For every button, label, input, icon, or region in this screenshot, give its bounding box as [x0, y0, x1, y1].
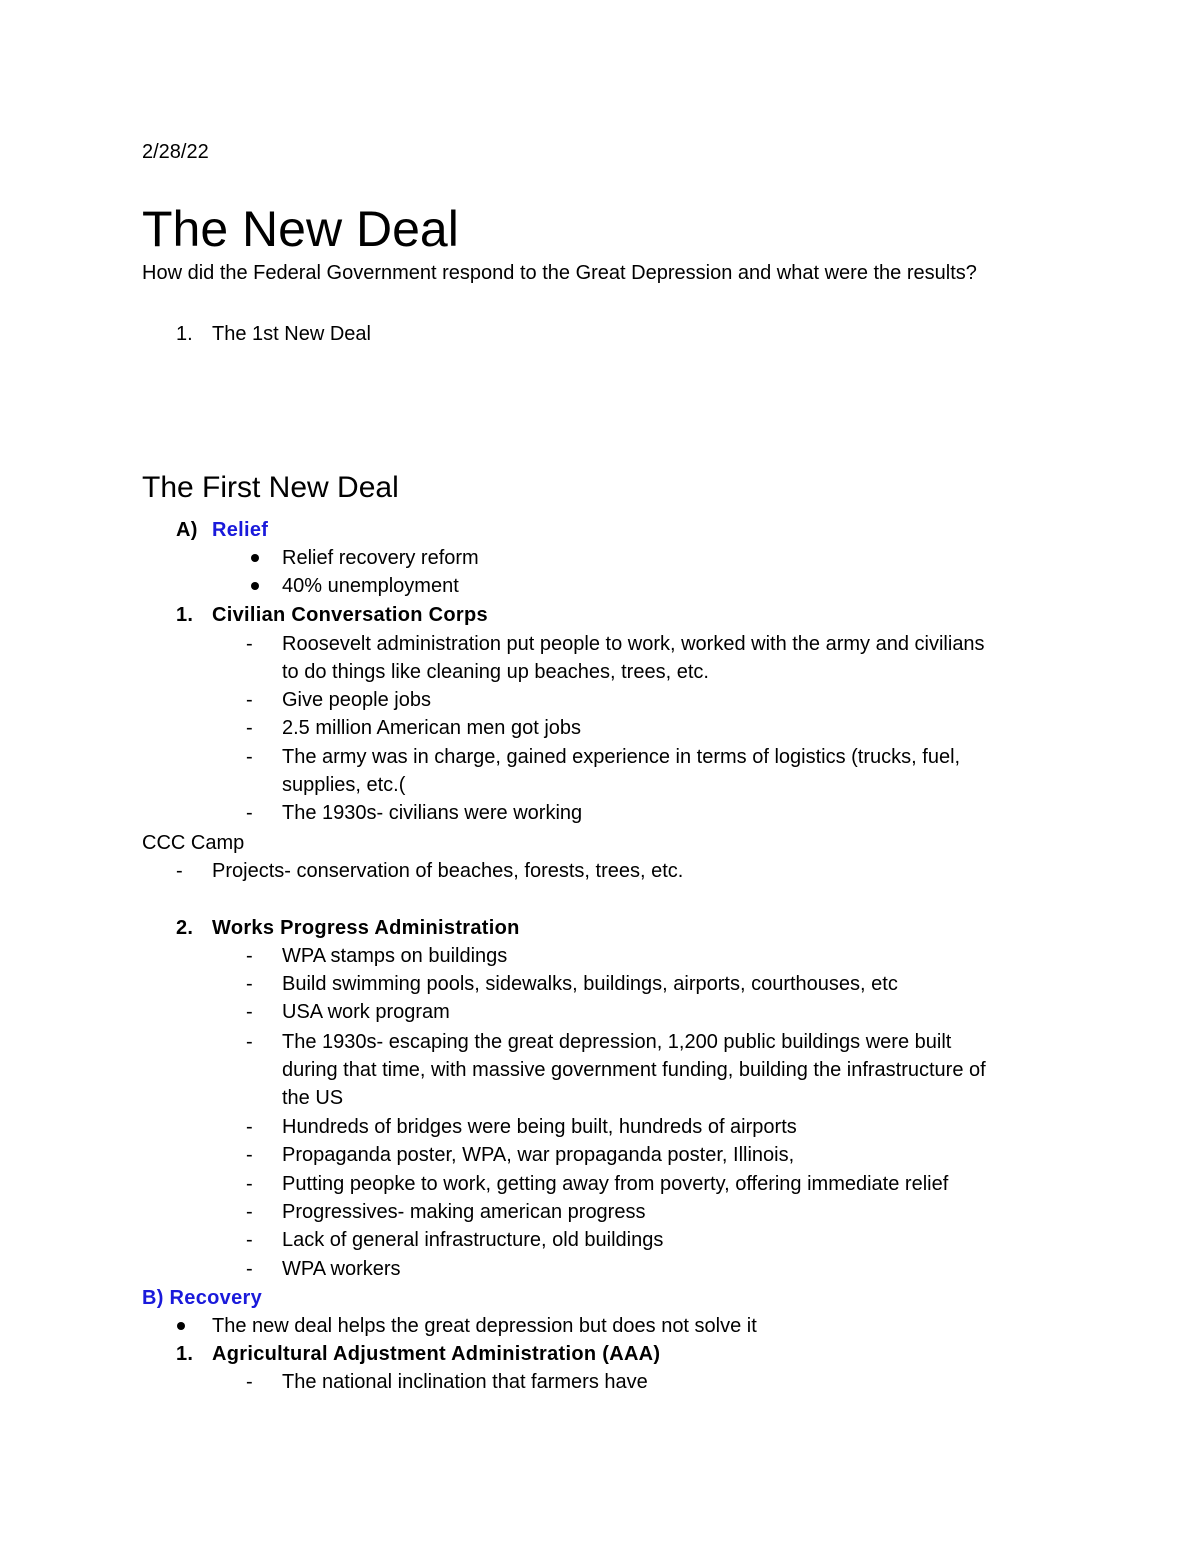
list-item-continuation: the US [282, 1087, 344, 1109]
list-item: Relief recovery reform [282, 547, 479, 569]
list-item: The 1930s- escaping the great depression, 1,200 public buildings were built [282, 1031, 952, 1053]
dash-marker: - [246, 1116, 253, 1138]
list-item: Lack of general infrastructure, old buildings [282, 1229, 664, 1251]
list-item-continuation: to do things like cleaning up beaches, trees, etc. [282, 661, 709, 683]
ccc-camp-label: CCC Camp [142, 832, 245, 854]
list-item: The 1930s- civilians were working [282, 802, 583, 824]
list-item: Projects- conservation of beaches, forests, trees, etc. [212, 860, 684, 882]
list-item: Progressives- making american progress [282, 1201, 646, 1223]
dash-marker: - [246, 1031, 253, 1053]
list-item: The new deal helps the great depression but does not solve it [212, 1315, 757, 1337]
ccc-heading: Civilian Conversation Corps [212, 604, 488, 626]
dash-marker: - [246, 1258, 253, 1280]
dash-marker: - [246, 1229, 253, 1251]
aaa-marker: 1. [176, 1343, 194, 1365]
bullet-icon [177, 1322, 185, 1330]
dash-marker: - [246, 689, 253, 711]
list-item: USA work program [282, 1001, 450, 1023]
list-item: WPA stamps on buildings [282, 945, 508, 967]
date: 2/28/22 [142, 141, 209, 163]
list-item: Give people jobs [282, 689, 431, 711]
dash-marker: - [246, 633, 253, 655]
wpa-heading: Works Progress Administration [212, 917, 520, 939]
list-item: The national inclination that farmers have [282, 1371, 648, 1393]
list-item: Hundreds of bridges were being built, hundreds of airports [282, 1116, 797, 1138]
dash-marker: - [176, 860, 183, 882]
dash-marker: - [246, 802, 253, 824]
dash-marker: - [246, 1173, 253, 1195]
aaa-heading: Agricultural Adjustment Administration (AAA) [212, 1343, 661, 1365]
bullet-icon [251, 582, 259, 590]
bullet-icon [251, 554, 259, 562]
subtitle: How did the Federal Government respond to the Great Depression and what were the results? [142, 262, 977, 284]
list-item: Putting peopke to work, getting away from poverty, offering immediate relief [282, 1173, 949, 1195]
relief-heading: Relief [212, 519, 269, 541]
page-title: The New Deal [142, 201, 459, 257]
dash-marker: - [246, 1371, 253, 1393]
list-item: Build swimming pools, sidewalks, buildings, airports, courthouses, etc [282, 973, 898, 995]
recovery-heading: B) Recovery [142, 1287, 263, 1309]
ccc-marker: 1. [176, 604, 194, 626]
section-heading: The First New Deal [142, 471, 399, 504]
list-item: 2.5 million American men got jobs [282, 717, 582, 739]
outline-marker: 1. [176, 323, 193, 345]
list-item-continuation: supplies, etc.( [282, 774, 406, 796]
list-item: Roosevelt administration put people to work, worked with the army and civilians [282, 633, 985, 655]
dash-marker: - [246, 973, 253, 995]
dash-marker: - [246, 1144, 253, 1166]
list-item: WPA workers [282, 1258, 401, 1280]
dash-marker: - [246, 717, 253, 739]
dash-marker: - [246, 1001, 253, 1023]
list-item: Propaganda poster, WPA, war propaganda poster, Illinois, [282, 1144, 795, 1166]
wpa-marker: 2. [176, 917, 194, 939]
relief-marker: A) [176, 519, 198, 541]
dash-marker: - [246, 945, 253, 967]
list-item: The army was in charge, gained experience in terms of logistics (trucks, fuel, [282, 746, 961, 768]
dash-marker: - [246, 746, 253, 768]
outline-item-text: The 1st New Deal [212, 323, 371, 345]
list-item: 40% unemployment [282, 575, 459, 597]
dash-marker: - [246, 1201, 253, 1223]
list-item-continuation: during that time, with massive government funding, building the infrastructure of [282, 1059, 986, 1081]
